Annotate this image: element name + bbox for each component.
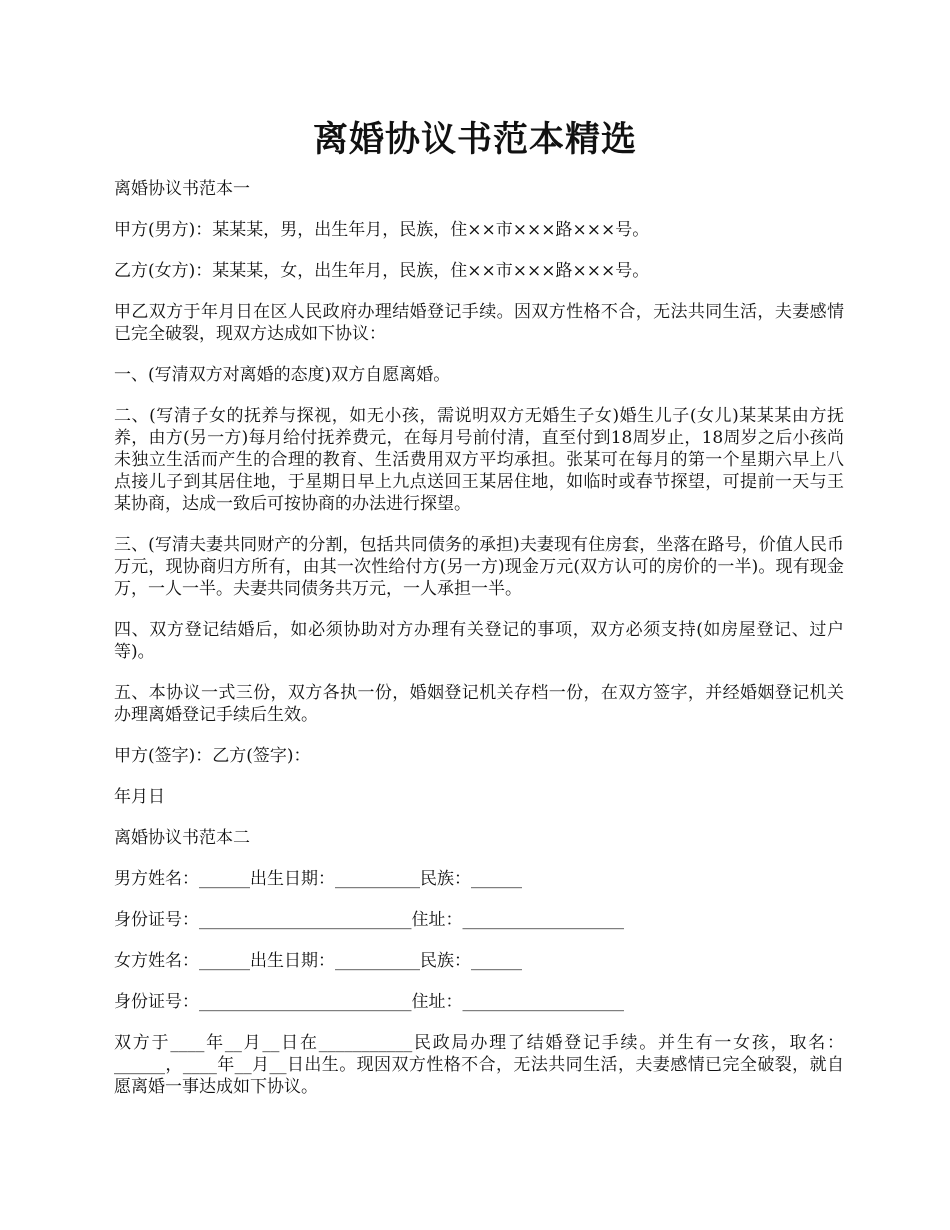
clause-5: 五、本协议一式三份，双方各执一份，婚姻登记机关存档一份，在双方签字，并经婚姻登记机关办理离婚登记手续后生效。 bbox=[114, 683, 844, 725]
clause-3: 三、(写清夫妻共同财产的分割，包括共同债务的承担)夫妻现有住房套，坐落在路号，价值人民币万元，现协商归方所有，由其一次性给付方(另一方)现金万元(双方认可的房价的一半)。现有现金万，一人一半。夫妻共同债务共万元，一人承担一半。 bbox=[114, 535, 844, 599]
signature-line: 甲方(签字)：乙方(签字)： bbox=[114, 746, 311, 766]
clause-2: 二、(写清子女的抚养与探视，如无小孩，需说明双方无婚生子女)婚生儿子(女儿)某某某由方抚养，由方(另一方)每月给付抚养费元，在每月号前付清，直至付到18周岁止，18周岁之后小孩尚未独立生活而产生的合理的教育、生活费用双方平均承担。张某可在每月的第一个星期六早上八点接儿子到其居住地，于星期日早上九点送回王某居住地，如临时或春节探望，可提前一天与王某协商，达成一致后可按协商的办法进行探望。 bbox=[114, 406, 844, 514]
section-heading-1: 离婚协议书范本一 bbox=[114, 179, 250, 199]
date-line: 年月日 bbox=[114, 787, 165, 807]
marriage-registration-paragraph: 双方于____年__月__日在___________民政局办理了结婚登记手续。并生有一女孩，取名：______，____年__月__日出生。现因双方性格不合，无法共同生活，夫妻感情已完全破裂，就自愿离婚一事达成如下协议。 bbox=[114, 1033, 844, 1097]
document-body bbox=[114, 178, 844, 1117]
section-heading-2: 离婚协议书范本二 bbox=[114, 828, 250, 848]
female-id-line: 身份证号：_________________________住址：___________________ bbox=[114, 992, 624, 1012]
male-info-line: 男方姓名：______出生日期：__________民族：______ bbox=[114, 869, 522, 889]
male-id-line: 身份证号：_________________________住址：___________________ bbox=[114, 910, 624, 930]
clause-1: 一、(写清双方对离婚的态度)双方自愿离婚。 bbox=[114, 365, 451, 385]
preamble: 甲乙双方于年月日在区人民政府办理结婚登记手续。因双方性格不合，无法共同生活，夫妻感情已完全破裂，现双方达成如下协议： bbox=[114, 302, 844, 344]
clause-4: 四、双方登记结婚后，如必须协助对方办理有关登记的事项，双方必须支持(如房屋登记、过户等)。 bbox=[114, 620, 844, 662]
party-a-info: 甲方(男方)：某某某，男，出生年月，民族，住××市×××路×××号。 bbox=[114, 220, 650, 240]
document-title: 离婚协议书范本精选 bbox=[312, 119, 637, 160]
party-b-info: 乙方(女方)：某某某，女，出生年月，民族，住××市×××路×××号。 bbox=[114, 261, 650, 281]
female-info-line: 女方姓名：______出生日期：__________民族：______ bbox=[114, 951, 522, 971]
